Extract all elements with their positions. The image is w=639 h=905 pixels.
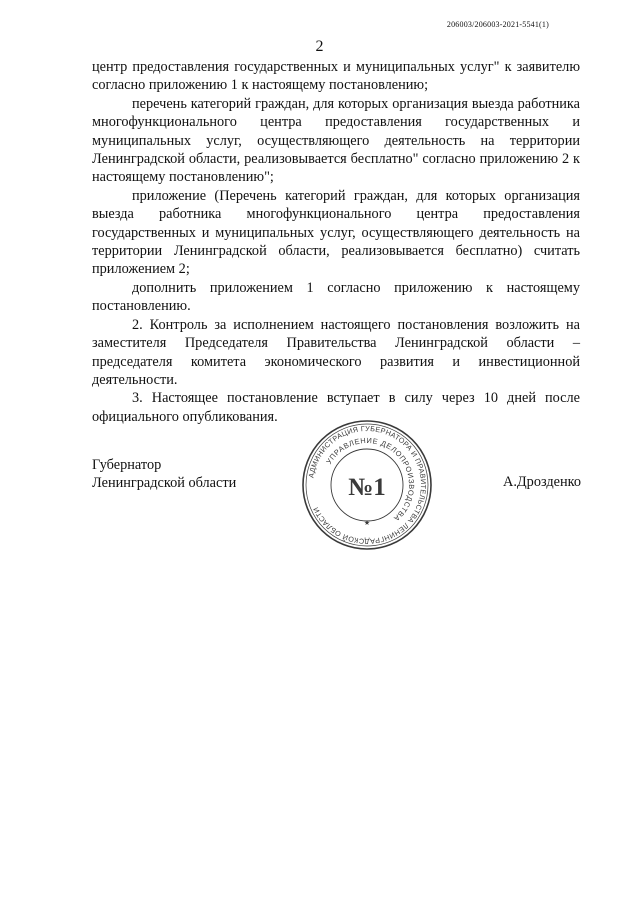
document-id: 206003/206003-2021-5541(1) <box>446 20 549 29</box>
paragraph-5: 2. Контроль за исполнением настоящего постановления возложить на заместителя Председателя Правительства Ленинградской области – председателя комитета экономического развития и инвестиционной деятельности. <box>92 316 580 388</box>
seal-star-icon: ★ <box>363 520 371 527</box>
paragraph-4: дополнить приложением 1 согласно приложению к настоящему постановлению. <box>92 279 580 315</box>
paragraph-6: 3. Настоящее постановление вступает в силу через 10 дней после официального опубликования. <box>92 390 580 425</box>
paragraph-1: центр предоставления государственных и муниципальных услуг" к заявителю согласно приложению 1 к настоящему постановлению; <box>92 59 580 94</box>
seal-number: №1 <box>348 474 386 501</box>
signatory-title <box>92 456 236 493</box>
signatory-name: А.Дрозденко <box>503 474 581 490</box>
seal-inner-text: УПРАВЛЕНИЕ ДЕЛОПРОИЗВОДСТВА <box>324 435 417 524</box>
paragraph-2: перечень категорий граждан, для которых организация выезда работника многофункционального центра предоставления государственных и муниципальных услуг, осуществляющего деятельность на территории Ленинградской области, реализовывается бесплатно" согласно приложению 2 к настоящему постановлению"; <box>92 95 580 186</box>
seal-graphic <box>300 418 434 552</box>
official-seal <box>300 418 434 552</box>
page-number: 2 <box>315 38 324 55</box>
seal-outer-text: АДМИНИСТРАЦИЯ ГУБЕРНАТОРА И ПРАВИТЕЛЬСТВА ЛЕНИНГРАДСКОЙ ОБЛАСТИ <box>306 423 429 547</box>
paragraph-3: приложение (Перечень категорий граждан, для которых организация выезда работника многофункционального центра предоставления государственных и муниципальных услуг, осуществляющего деятельность на территории Ленинградской области, реализовывается бесплатно) считать приложением 2; <box>92 187 580 278</box>
signatory-title-line-2: Ленинградской области <box>92 475 237 492</box>
document-body <box>92 58 580 426</box>
signatory-title-line-1: Губернатор <box>92 457 162 473</box>
